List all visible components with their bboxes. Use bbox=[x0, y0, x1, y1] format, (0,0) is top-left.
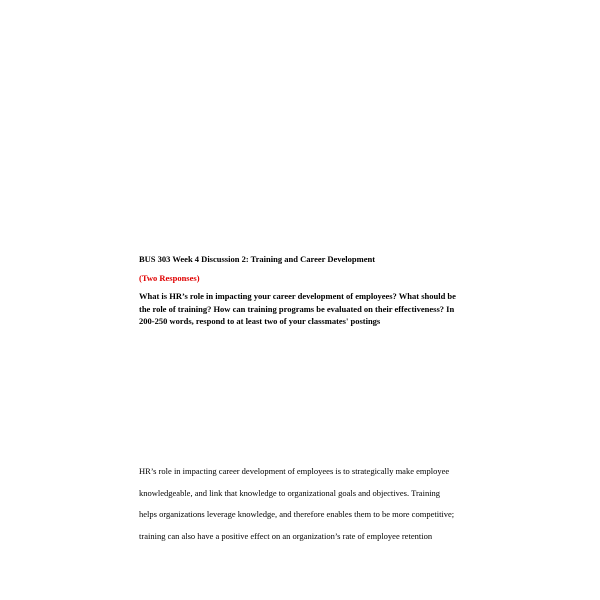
prompt-line: What is HR’s role in impacting your career development of employees? What should be bbox=[139, 291, 456, 301]
discussion-prompt bbox=[139, 290, 469, 328]
document-title: BUS 303 Week 4 Discussion 2: Training and Career Development bbox=[139, 254, 376, 264]
prompt-line: 200-250 words, respond to at least two of your classmates' postings bbox=[139, 316, 381, 326]
answer-paragraph bbox=[139, 461, 469, 547]
answer-line: HR’s role in impacting career development of employees is to strategically make employee bbox=[139, 466, 450, 476]
answer-line: training can also have a positive effect on an organization’s rate of employee retention bbox=[139, 530, 433, 541]
answer-line: helps organizations leverage knowledge, and therefore enables them to be more competitive; bbox=[139, 509, 455, 519]
document-subtitle: (Two Responses) bbox=[139, 273, 200, 283]
prompt-line: the role of training? How can training programs be evaluated on their effectiveness? In bbox=[139, 303, 455, 314]
answer-line: knowledgeable, and link that knowledge to organizational goals and objectives. Training bbox=[139, 487, 441, 498]
